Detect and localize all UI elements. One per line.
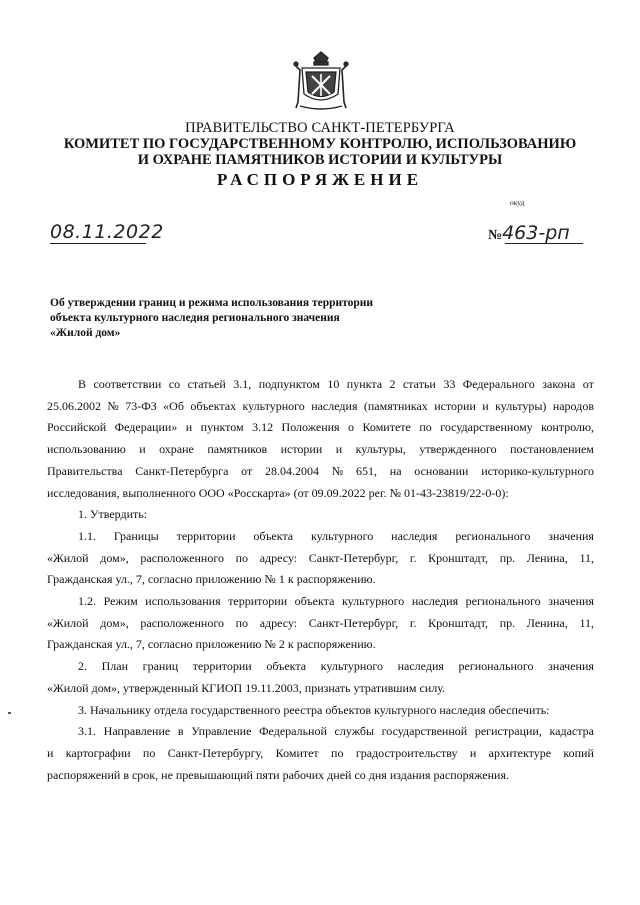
paragraph-line: и картографии по Санкт-Петербургу, Комитет по градостроительству и архитектуре копий: [47, 745, 594, 760]
paragraph-line: 25.06.2002 № 73-ФЗ «Об объектах культурного наследия (памятниках истории и культуры) народов: [47, 398, 594, 413]
paragraph-line: 3. Начальнику отдела государственного реестра объектов культурного наследия обеспечить:: [78, 702, 550, 717]
number-sign: №: [488, 228, 503, 243]
paragraph-line: «Жилой дом», утвержденный КГИОП 19.11.2003, признать утратившим силу.: [47, 680, 446, 695]
paragraph-line: 2. План границ территории объекта культурного наследия регионального значения: [78, 659, 594, 674]
committee-title-line1: КОМИТЕТ ПО ГОСУДАРСТВЕННОМУ КОНТРОЛЮ, ИСПОЛЬЗОВАНИЮ: [63, 136, 577, 152]
number-underline: [505, 243, 583, 244]
paragraph-line: использованию и охране памятников истории и культуры, утвержденного постановлением: [47, 442, 594, 457]
paragraph-line: 1.2. Режим использования территории объекта культурного наследия регионального значения: [78, 594, 594, 609]
scan-mark: [8, 712, 11, 714]
paragraph-line: «Жилой дом», расположенного по адресу: Санкт-Петербург, г. Кронштадт, пр. Ленина, 11,: [47, 550, 594, 565]
committee-title-line2: И ОХРАНЕ ПАМЯТНИКОВ ИСТОРИИ И КУЛЬТУРЫ: [137, 152, 503, 168]
okud-label: окуд: [510, 198, 525, 207]
st-petersburg-coat-of-arms-icon: [292, 50, 350, 112]
committee-title: [0, 136, 640, 168]
government-title: ПРАВИТЕЛЬСТВО САНКТ-ПЕТЕРБУРГА: [185, 120, 455, 136]
paragraph-line: В соответствии со статьей 3.1, подпунктом 10 пункта 2 статьи 33 Федерального закона от: [78, 377, 594, 391]
paragraph-line: 1. Утвердить:: [78, 507, 148, 522]
subject-line: Об утверждении границ и режима использования территории: [50, 297, 374, 309]
paragraph-line: Гражданская ул., 7, согласно приложению № 1 к распоряжению.: [47, 572, 376, 587]
document-type-title: РАСПОРЯЖЕНИЕ: [216, 170, 424, 189]
paragraph-line: Правительства Санкт-Петербурга от 28.04.2004 № 651, на основании историко-культурного: [47, 463, 594, 478]
paragraph-line: распоряжений в срок, не превышающий пяти рабочих дней со дня издания распоряжения.: [47, 767, 509, 782]
document-subject: [50, 296, 373, 341]
subject-line: объекта культурного наследия регионального значения: [50, 312, 340, 324]
subject-line: «Жилой дом»: [50, 327, 121, 339]
date-underline: [50, 243, 146, 244]
paragraph-line: Гражданская ул., 7, согласно приложению № 2 к распоряжению.: [47, 637, 376, 652]
paragraph-line: исследования, выполненного ООО «Росскарта» (от 09.09.2022 рег. № 01-43-23819/22-0-0):: [47, 485, 509, 500]
paragraph-line: «Жилой дом», расположенного по адресу: Санкт-Петербург, г. Кронштадт, пр. Ленина, 11,: [47, 615, 594, 630]
paragraph-line: 1.1. Границы территории объекта культурного наследия регионального значения: [78, 528, 594, 543]
paragraph-line: 3.1. Направление в Управление Федеральной службы государственной регистрации, кадастра: [78, 724, 594, 739]
document-number: [488, 222, 570, 244]
document-date: 08.11.2022: [50, 221, 164, 243]
paragraph-line: Российской Федерации» и пунктом 3.12 Положения о Комитете по государственному контролю,: [47, 420, 594, 435]
number-value: 463-рп: [502, 222, 570, 244]
document-body: [47, 374, 594, 786]
